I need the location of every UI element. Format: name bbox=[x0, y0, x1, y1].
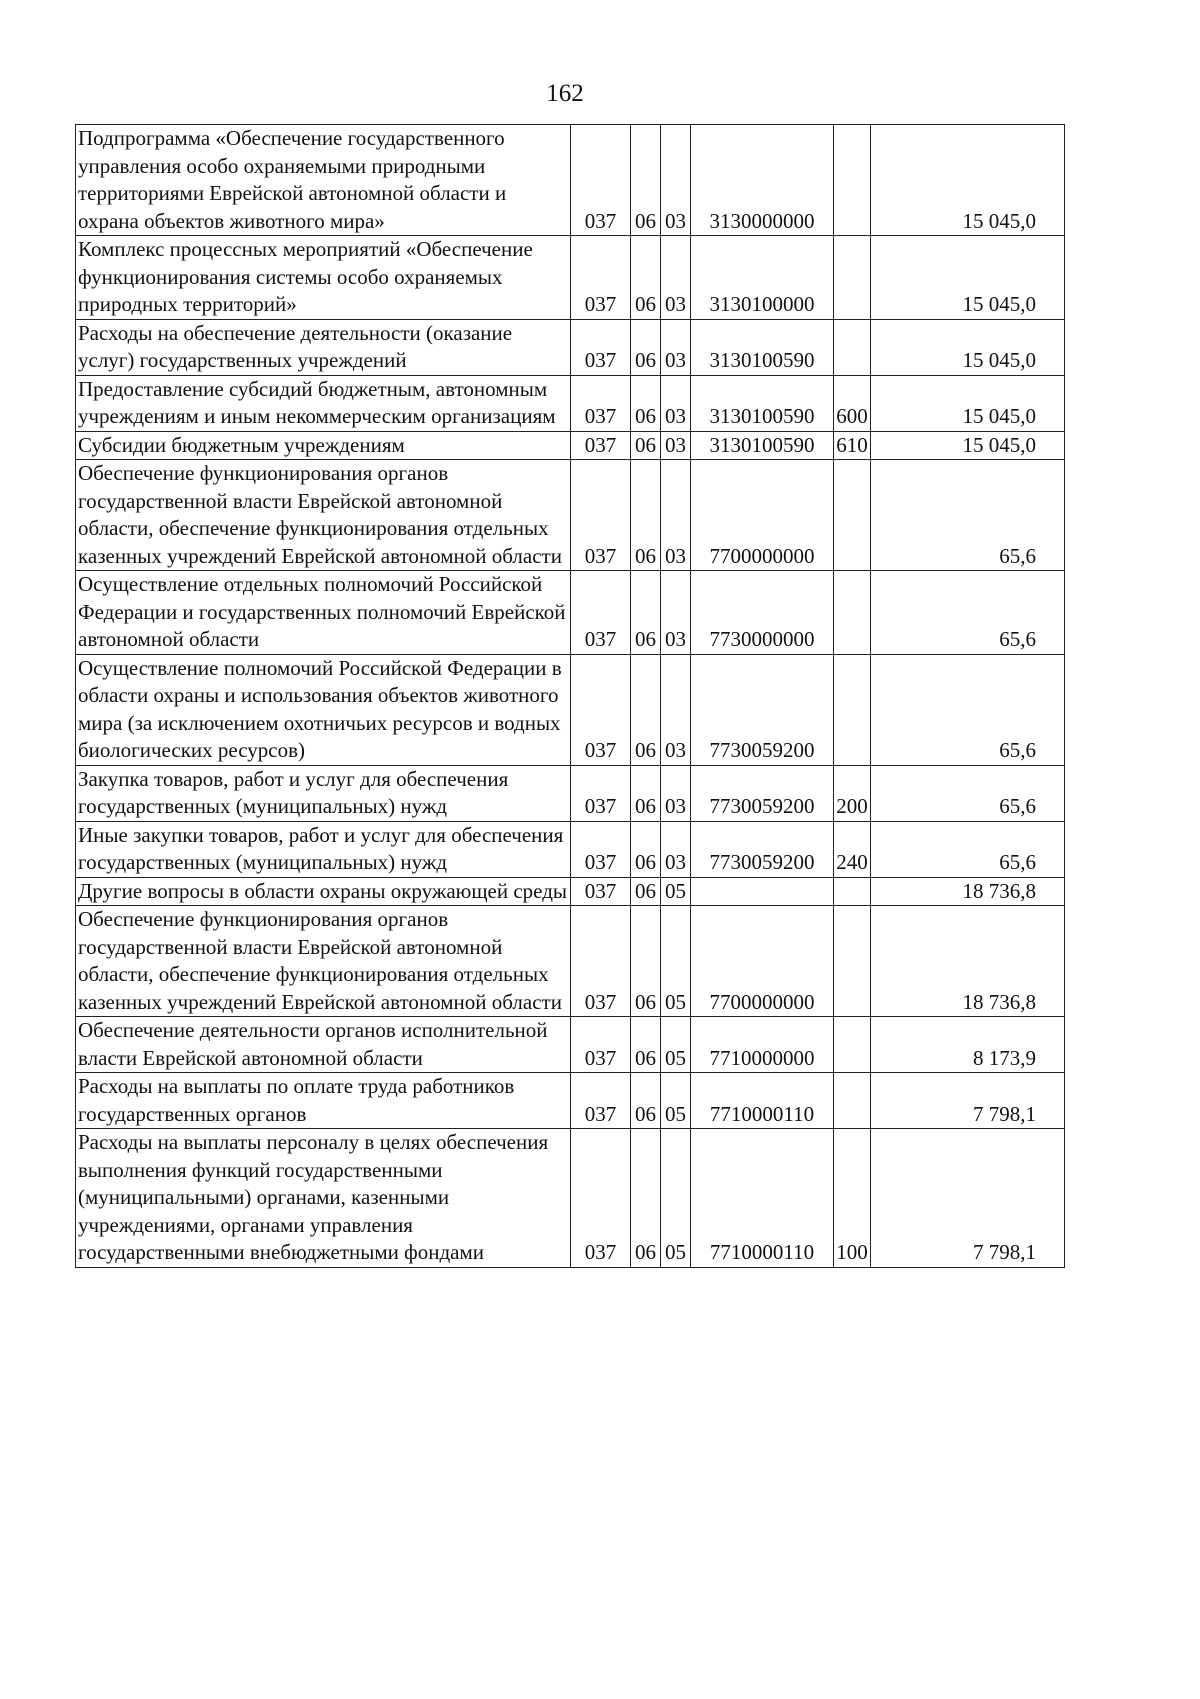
section-code-cell: 06 bbox=[631, 877, 661, 906]
section-code-cell: 06 bbox=[631, 431, 661, 460]
expense-type-cell bbox=[834, 125, 871, 236]
row-name-cell: Подпрограмма «Обеспечение государственного управления особо охраняемыми природными территориями Еврейской автономной области и охрана объектов животного мира» bbox=[76, 125, 571, 236]
table-row bbox=[76, 821, 1065, 877]
expense-type-cell bbox=[834, 1017, 871, 1073]
section-code-cell: 06 bbox=[631, 125, 661, 236]
ved-code-cell: 037 bbox=[571, 125, 631, 236]
row-name-cell: Предоставление субсидий бюджетным, автономным учреждениям и иным некоммерческим организациям bbox=[76, 375, 571, 431]
expense-type-cell: 100 bbox=[834, 1129, 871, 1268]
target-article-cell: 7730000000 bbox=[691, 571, 834, 655]
table-row bbox=[76, 319, 1065, 375]
expense-type-cell bbox=[834, 654, 871, 765]
amount-cell: 8 173,9 bbox=[871, 1017, 1065, 1073]
budget-table-body bbox=[76, 125, 1065, 1268]
target-article-cell: 7700000000 bbox=[691, 460, 834, 571]
table-row bbox=[76, 877, 1065, 906]
section-code-cell: 06 bbox=[631, 571, 661, 655]
target-article-cell: 3130100590 bbox=[691, 319, 834, 375]
table-row bbox=[76, 460, 1065, 571]
table-row bbox=[76, 571, 1065, 655]
target-article-cell: 7710000110 bbox=[691, 1073, 834, 1129]
subsection-code-cell: 03 bbox=[661, 571, 691, 655]
ved-code-cell: 037 bbox=[571, 571, 631, 655]
target-article-cell: 7710000110 bbox=[691, 1129, 834, 1268]
section-code-cell: 06 bbox=[631, 1073, 661, 1129]
expense-type-cell bbox=[834, 906, 871, 1017]
amount-cell: 18 736,8 bbox=[871, 877, 1065, 906]
target-article-cell: 7710000000 bbox=[691, 1017, 834, 1073]
ved-code-cell: 037 bbox=[571, 1073, 631, 1129]
ved-code-cell: 037 bbox=[571, 431, 631, 460]
target-article-cell: 7730059200 bbox=[691, 821, 834, 877]
subsection-code-cell: 05 bbox=[661, 1073, 691, 1129]
amount-cell: 15 045,0 bbox=[871, 319, 1065, 375]
expense-type-cell bbox=[834, 1073, 871, 1129]
section-code-cell: 06 bbox=[631, 821, 661, 877]
amount-cell: 7 798,1 bbox=[871, 1129, 1065, 1268]
row-name-cell: Расходы на обеспечение деятельности (оказание услуг) государственных учреждений bbox=[76, 319, 571, 375]
expense-type-cell bbox=[834, 571, 871, 655]
amount-cell: 65,6 bbox=[871, 821, 1065, 877]
row-name-cell: Расходы на выплаты по оплате труда работников государственных органов bbox=[76, 1073, 571, 1129]
subsection-code-cell: 03 bbox=[661, 654, 691, 765]
subsection-code-cell: 03 bbox=[661, 375, 691, 431]
target-article-cell: 3130100590 bbox=[691, 431, 834, 460]
target-article-cell bbox=[691, 877, 834, 906]
target-article-cell: 7730059200 bbox=[691, 765, 834, 821]
amount-cell: 15 045,0 bbox=[871, 375, 1065, 431]
expense-type-cell bbox=[834, 236, 871, 320]
expense-type-cell bbox=[834, 460, 871, 571]
row-name-cell: Другие вопросы в области охраны окружающей среды bbox=[76, 877, 571, 906]
ved-code-cell: 037 bbox=[571, 319, 631, 375]
target-article-cell: 3130100590 bbox=[691, 375, 834, 431]
subsection-code-cell: 05 bbox=[661, 906, 691, 1017]
row-name-cell: Субсидии бюджетным учреждениям bbox=[76, 431, 571, 460]
section-code-cell: 06 bbox=[631, 1129, 661, 1268]
ved-code-cell: 037 bbox=[571, 1129, 631, 1268]
subsection-code-cell: 03 bbox=[661, 821, 691, 877]
section-code-cell: 06 bbox=[631, 236, 661, 320]
table-row bbox=[76, 236, 1065, 320]
table-row bbox=[76, 1073, 1065, 1129]
section-code-cell: 06 bbox=[631, 765, 661, 821]
ved-code-cell: 037 bbox=[571, 1017, 631, 1073]
ved-code-cell: 037 bbox=[571, 375, 631, 431]
amount-cell: 18 736,8 bbox=[871, 906, 1065, 1017]
section-code-cell: 06 bbox=[631, 654, 661, 765]
amount-cell: 15 045,0 bbox=[871, 236, 1065, 320]
table-row bbox=[76, 765, 1065, 821]
subsection-code-cell: 03 bbox=[661, 765, 691, 821]
subsection-code-cell: 03 bbox=[661, 431, 691, 460]
ved-code-cell: 037 bbox=[571, 654, 631, 765]
ved-code-cell: 037 bbox=[571, 877, 631, 906]
subsection-code-cell: 03 bbox=[661, 460, 691, 571]
row-name-cell: Обеспечение функционирования органов государственной власти Еврейской автономной области, обеспечение функционирования отдельных казенных учреждений Еврейской автономной области bbox=[76, 460, 571, 571]
amount-cell: 65,6 bbox=[871, 460, 1065, 571]
page-number: 162 bbox=[546, 80, 584, 107]
section-code-cell: 06 bbox=[631, 375, 661, 431]
row-name-cell: Иные закупки товаров, работ и услуг для обеспечения государственных (муниципальных) нужд bbox=[76, 821, 571, 877]
ved-code-cell: 037 bbox=[571, 906, 631, 1017]
target-article-cell: 7730059200 bbox=[691, 654, 834, 765]
target-article-cell: 7700000000 bbox=[691, 906, 834, 1017]
budget-table bbox=[75, 124, 1065, 1268]
expense-type-cell: 200 bbox=[834, 765, 871, 821]
row-name-cell: Осуществление полномочий Российской Федерации в области охраны и использования объектов животного мира (за исключением охотничьих ресурсов и водных биологических ресурсов) bbox=[76, 654, 571, 765]
row-name-cell: Закупка товаров, работ и услуг для обеспечения государственных (муниципальных) нужд bbox=[76, 765, 571, 821]
amount-cell: 65,6 bbox=[871, 654, 1065, 765]
row-name-cell: Комплекс процессных мероприятий «Обеспечение функционирования системы особо охраняемых природных территорий» bbox=[76, 236, 571, 320]
target-article-cell: 3130000000 bbox=[691, 125, 834, 236]
section-code-cell: 06 bbox=[631, 460, 661, 571]
table-row bbox=[76, 1017, 1065, 1073]
amount-cell: 65,6 bbox=[871, 571, 1065, 655]
target-article-cell: 3130100000 bbox=[691, 236, 834, 320]
table-row bbox=[76, 1129, 1065, 1268]
amount-cell: 7 798,1 bbox=[871, 1073, 1065, 1129]
ved-code-cell: 037 bbox=[571, 821, 631, 877]
section-code-cell: 06 bbox=[631, 319, 661, 375]
expense-type-cell bbox=[834, 319, 871, 375]
table-row bbox=[76, 125, 1065, 236]
subsection-code-cell: 05 bbox=[661, 877, 691, 906]
table-row bbox=[76, 654, 1065, 765]
expense-type-cell: 240 bbox=[834, 821, 871, 877]
ved-code-cell: 037 bbox=[571, 460, 631, 571]
table-row bbox=[76, 431, 1065, 460]
table-row bbox=[76, 375, 1065, 431]
row-name-cell: Расходы на выплаты персоналу в целях обеспечения выполнения функций государственными (муниципальными) органами, казенными учреждениями, органами управления государственными внебюджетными фондами bbox=[76, 1129, 571, 1268]
subsection-code-cell: 03 bbox=[661, 125, 691, 236]
expense-type-cell: 610 bbox=[834, 431, 871, 460]
expense-type-cell bbox=[834, 877, 871, 906]
row-name-cell: Обеспечение деятельности органов исполнительной власти Еврейской автономной области bbox=[76, 1017, 571, 1073]
row-name-cell: Обеспечение функционирования органов государственной власти Еврейской автономной области, обеспечение функционирования отдельных казенных учреждений Еврейской автономной области bbox=[76, 906, 571, 1017]
section-code-cell: 06 bbox=[631, 1017, 661, 1073]
section-code-cell: 06 bbox=[631, 906, 661, 1017]
amount-cell: 65,6 bbox=[871, 765, 1065, 821]
ved-code-cell: 037 bbox=[571, 765, 631, 821]
table-row bbox=[76, 906, 1065, 1017]
row-name-cell: Осуществление отдельных полномочий Российской Федерации и государственных полномочий Еврейской автономной области bbox=[76, 571, 571, 655]
subsection-code-cell: 05 bbox=[661, 1129, 691, 1268]
amount-cell: 15 045,0 bbox=[871, 125, 1065, 236]
subsection-code-cell: 03 bbox=[661, 319, 691, 375]
subsection-code-cell: 05 bbox=[661, 1017, 691, 1073]
ved-code-cell: 037 bbox=[571, 236, 631, 320]
subsection-code-cell: 03 bbox=[661, 236, 691, 320]
amount-cell: 15 045,0 bbox=[871, 431, 1065, 460]
expense-type-cell: 600 bbox=[834, 375, 871, 431]
